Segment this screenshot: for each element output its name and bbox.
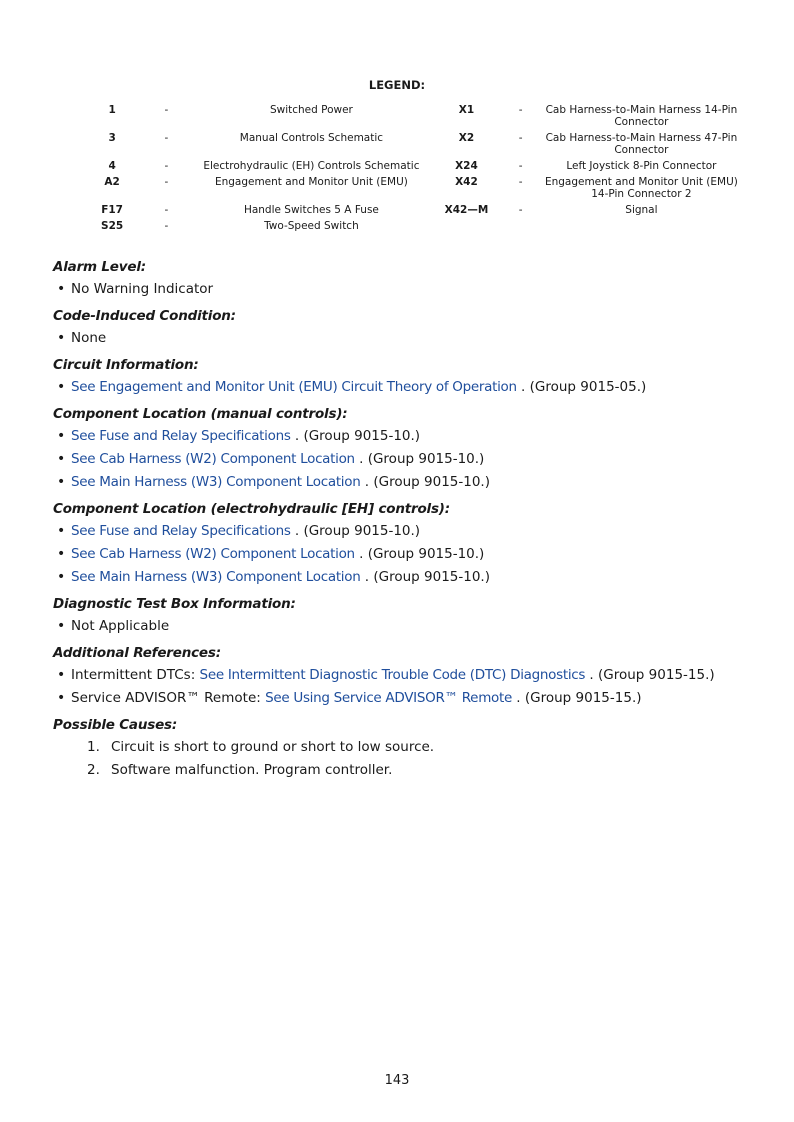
- code-induced-list: [53, 327, 753, 350]
- legend-description: Cab Harness-to-Main Harness 47-Pin Connector: [545, 132, 738, 156]
- link-fuse-relay-specifications[interactable]: See Fuse and Relay Specifications: [71, 428, 291, 444]
- legend-code: [434, 220, 498, 236]
- section-heading-additional-references: Additional References:: [53, 645, 221, 661]
- reference-prefix: Service ADVISOR™ Remote:: [71, 690, 266, 706]
- legend-dash: [499, 220, 543, 236]
- legend-dash: -: [164, 220, 169, 232]
- group-reference: . (Group 9015-10.): [290, 428, 421, 444]
- legend-row: [80, 160, 740, 176]
- legend-description: Electrohydraulic (EH) Controls Schematic: [203, 160, 420, 172]
- legend-description: Cab Harness-to-Main Harness 14-Pin Connector: [545, 104, 738, 128]
- legend-row: [80, 176, 740, 204]
- list-item: [53, 687, 753, 710]
- section-heading-component-location-manual: Component Location (manual controls):: [53, 406, 348, 422]
- legend-dash: -: [518, 204, 523, 216]
- list-item: [53, 566, 753, 589]
- group-reference: . (Group 9015-10.): [290, 523, 421, 539]
- link-intermittent-dtc-diagnostics[interactable]: See Intermittent Diagnostic Trouble Code (DTC) Diagnostics: [199, 667, 586, 683]
- link-fuse-relay-specifications[interactable]: See Fuse and Relay Specifications: [71, 523, 291, 539]
- legend-dash: -: [164, 204, 169, 216]
- legend-dash: -: [518, 160, 523, 172]
- list-item: [53, 520, 753, 543]
- legend-dash: -: [518, 176, 523, 188]
- section-heading-possible-causes: Possible Causes:: [53, 717, 178, 733]
- legend-description: Handle Switches 5 A Fuse: [243, 204, 379, 216]
- component-location-manual-list: [53, 425, 753, 494]
- legend-dash: -: [164, 176, 169, 188]
- link-cab-harness-component-location[interactable]: See Cab Harness (W2) Component Location: [71, 451, 355, 467]
- section-heading-alarm-level: Alarm Level:: [53, 259, 146, 275]
- legend-description: Two-Speed Switch: [264, 220, 359, 232]
- reference-prefix: Intermittent DTCs:: [71, 667, 200, 683]
- group-reference: . (Group 9015-05.): [516, 379, 647, 395]
- legend-code: A2: [104, 176, 120, 188]
- alarm-level-list: [53, 278, 753, 301]
- legend-dash: -: [164, 132, 169, 144]
- legend-description: Engagement and Monitor Unit (EMU): [214, 176, 408, 188]
- possible-causes-list: [53, 736, 753, 782]
- legend-dash: -: [164, 104, 169, 116]
- test-box-list: [53, 615, 753, 638]
- group-reference: . (Group 9015-15.): [585, 667, 715, 683]
- item-text: Circuit is short to ground or short to low source.: [111, 739, 435, 755]
- legend-description: [543, 220, 740, 236]
- legend-code: X2: [458, 132, 475, 144]
- legend-row: [80, 132, 740, 160]
- legend-table: [80, 104, 740, 236]
- page-number: 143: [384, 1073, 410, 1088]
- section-heading-code-induced-condition: Code-Induced Condition:: [53, 308, 236, 324]
- legend-description: Switched Power: [269, 104, 353, 116]
- legend-description: Signal: [625, 204, 658, 216]
- circuit-information-list: [53, 376, 753, 399]
- link-service-advisor-remote[interactable]: See Using Service ADVISOR™ Remote: [265, 690, 512, 706]
- legend-title: LEGEND:: [368, 78, 426, 92]
- list-item: [53, 664, 753, 687]
- legend-code: S25: [101, 220, 124, 232]
- legend-code: X24: [455, 160, 478, 172]
- list-item: [53, 425, 753, 448]
- link-main-harness-component-location[interactable]: See Main Harness (W3) Component Location: [71, 474, 361, 490]
- legend-description: Left Joystick 8-Pin Connector: [566, 160, 717, 172]
- legend-description: Engagement and Monitor Unit (EMU) 14-Pin Connector 2: [544, 176, 738, 200]
- legend-dash: -: [164, 160, 169, 172]
- list-item: • Not Applicable: [53, 615, 753, 638]
- list-item: [53, 736, 753, 759]
- legend-row: [80, 220, 740, 236]
- list-item: [53, 471, 753, 494]
- legend-code: F17: [101, 204, 123, 216]
- legend-code: X1: [458, 104, 475, 116]
- list-item: • None: [53, 327, 753, 350]
- legend-dash: -: [518, 132, 523, 144]
- group-reference: . (Group 9015-10.): [360, 569, 490, 585]
- group-reference: . (Group 9015-10.): [354, 546, 485, 562]
- section-heading-component-location-eh: Component Location (electrohydraulic [EH] controls):: [53, 501, 450, 517]
- list-item: [53, 448, 753, 471]
- component-location-eh-list: [53, 520, 753, 589]
- group-reference: . (Group 9015-15.): [512, 690, 642, 706]
- legend-code: X42—M: [444, 204, 489, 216]
- item-number: 1.: [87, 739, 100, 755]
- list-item: [53, 759, 753, 782]
- item-text: Software malfunction. Program controller.: [111, 762, 393, 778]
- link-emu-circuit-theory[interactable]: See Engagement and Monitor Unit (EMU) Circuit Theory of Operation: [71, 379, 517, 395]
- legend-code: 4: [108, 160, 116, 172]
- group-reference: . (Group 9015-10.): [354, 451, 485, 467]
- legend-dash: -: [518, 104, 523, 116]
- legend-code: 1: [108, 104, 116, 116]
- section-heading-diagnostic-test-box: Diagnostic Test Box Information:: [53, 596, 296, 612]
- diagnostic-content: [53, 256, 753, 782]
- link-main-harness-component-location[interactable]: See Main Harness (W3) Component Location: [71, 569, 361, 585]
- legend-row: [80, 204, 740, 220]
- legend-description: Manual Controls Schematic: [239, 132, 384, 144]
- legend-row: [80, 104, 740, 132]
- item-number: 2.: [87, 762, 100, 778]
- additional-references-list: [53, 664, 753, 710]
- list-item: [53, 543, 753, 566]
- section-heading-circuit-information: Circuit Information:: [53, 357, 199, 373]
- link-cab-harness-component-location[interactable]: See Cab Harness (W2) Component Location: [71, 546, 355, 562]
- list-item: [53, 376, 753, 399]
- legend-code: 3: [108, 132, 116, 144]
- legend-code: X42: [455, 176, 478, 188]
- list-item: • No Warning Indicator: [53, 278, 753, 301]
- group-reference: . (Group 9015-10.): [360, 474, 490, 490]
